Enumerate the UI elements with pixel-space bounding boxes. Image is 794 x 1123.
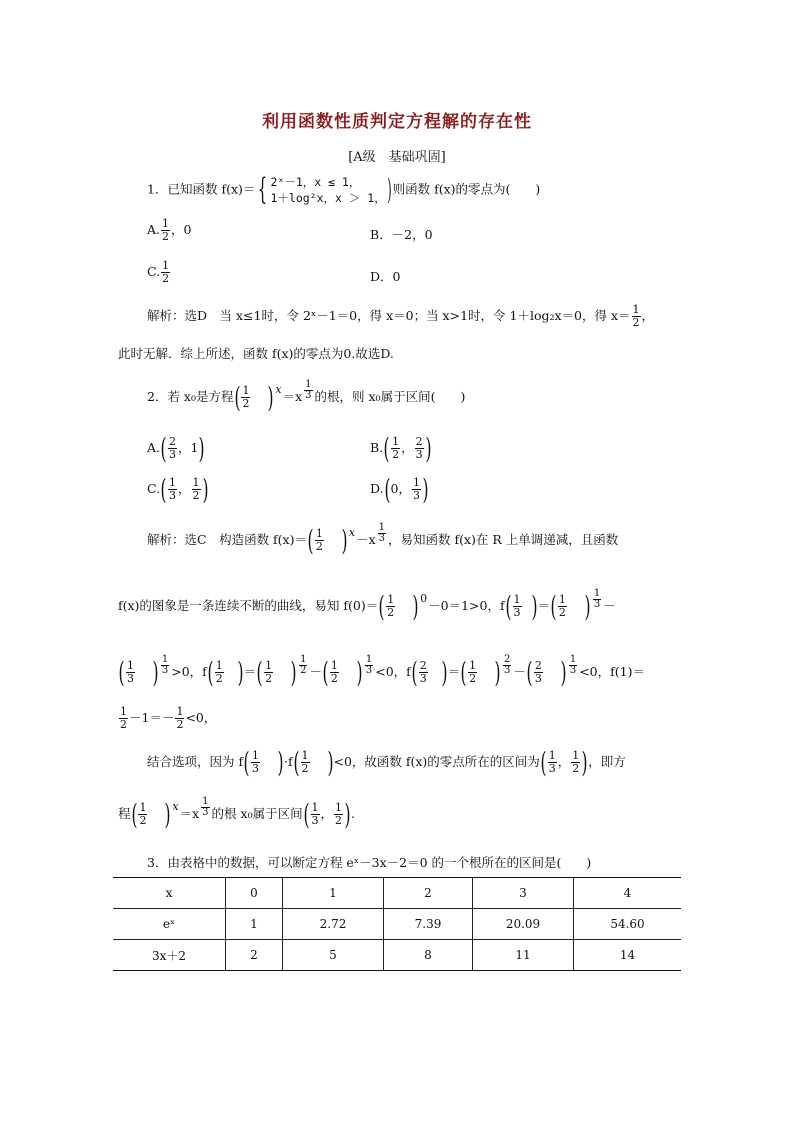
table-cell: 8 [384, 940, 473, 971]
table-cell: 5 [283, 940, 384, 971]
q2-option-c: C.( $\frac{1}{3}$ ， $\frac{1}{2}$ ) [147, 472, 209, 506]
q2-option-b: B.( $\frac{1}{2}$ ， $\frac{2}{3}$ ) [370, 431, 432, 465]
table-row [113, 878, 681, 909]
q2-solution-line-4: $\frac{1}{2}$ －1＝－ $\frac{1}{2}$ <0， [120, 705, 217, 731]
table-cell: 11 [473, 940, 574, 971]
table-cell: 2 [384, 878, 473, 909]
table-cell: 4 [574, 878, 682, 909]
q2-solution-line-2: f(x)的图象是一条连续不断的曲线，易知 f(0)＝( $\frac{1}{2}$ )0－0＝1>0，f( $\frac{1}{3}$ )＝( $\frac{1}{2}$ ) $\frac{1}{3}$ － [118, 587, 616, 623]
table-cell: 2 [226, 940, 283, 971]
table-row [113, 909, 681, 940]
q1-option-c: C. $\frac{1}{2}$ [147, 259, 170, 285]
q3-stem: 3．由表格中的数据，可以断定方程 eˣ－3x－2＝0 的一个根所在的区间是( ) [147, 855, 592, 870]
q1-option-b: B．－2，0 [370, 227, 433, 242]
table-cell: x [113, 878, 226, 909]
q2-option-d: D.(0， $\frac{1}{3}$ ) [370, 472, 429, 506]
q2-option-a: A.( $\frac{2}{3}$ ，1) [147, 431, 205, 465]
q2-solution-line-3: ( $\frac{1}{3}$ ) $\frac{1}{3}$ >0，f( $\frac{1}{2}$ )＝( $\frac{1}{2}$ ) $\frac{1}{2}$ －( $\frac{1}{2}$ ) $\frac{1}{3}$ <0，f( $\frac{2}{3}$ )＝( $\frac{1}{2}$ ) $\frac{2}{3}$ －( $\frac{2}{3}$ ) $\frac{1}{3}$ <0，f(1)＝ [118, 653, 645, 689]
q1-stem: 1．已知函数 f(x)＝{ 2ˣ－1，x ≤ 1， 1＋log²x，x ＞ 1， )则函数 f(x)的零点为( ) [147, 172, 541, 207]
table-cell: 0 [226, 878, 283, 909]
table-cell: 14 [574, 940, 682, 971]
table-cell: 1 [226, 909, 283, 940]
page-title: 利用函数性质判定方程解的存在性 [262, 112, 532, 132]
q1-option-d: D．0 [370, 269, 401, 284]
table-cell: 20.09 [473, 909, 574, 940]
q2-stem: 2．若 x₀是方程( $\frac{1}{2}$ )x＝x $\frac{1}{3}$ 的根，则 x₀属于区间( ) [147, 378, 466, 414]
table-cell: 3 [473, 878, 574, 909]
q2-solution-line-6: 程( $\frac{1}{2}$ )x＝x $\frac{1}{3}$ 的根 x₀属于区间( $\frac{1}{3}$ ， $\frac{1}{2}$ ). [118, 795, 355, 831]
level-heading: [A级 基础巩固] [348, 150, 446, 165]
table-row [113, 940, 681, 971]
table-cell: 7.39 [384, 909, 473, 940]
q2-solution-line-1: 解析：选C 构造函数 f(x)＝( $\frac{1}{2}$ )x－x $\frac{1}{3}$ ，易知函数 f(x)在 R 上单调递减，且函数 [147, 521, 619, 557]
q1-option-a: A. $\frac{1}{2}$ ，0 [147, 217, 192, 243]
table-cell: eˣ [113, 909, 226, 940]
table-cell: 3x＋2 [113, 940, 226, 971]
q1-case-1: 2ˣ－1，x ≤ 1， [270, 175, 361, 189]
table-cell: 2.72 [283, 909, 384, 940]
table-cell: 54.60 [574, 909, 682, 940]
q1-solution-line-1: 解析：选D 当 x≤1时，令 2ˣ－1＝0，得 x＝0；当 x>1时，令 1＋log₂x＝0，得 x＝ $\frac{1}{2}$ ， [147, 303, 655, 329]
data-table [113, 877, 681, 971]
table-cell: 1 [283, 878, 384, 909]
q2-solution-line-5: 结合选项，因为 f( $\frac{1}{3}$ )·f( $\frac{1}{2}$ )<0，故函数 f(x)的零点所在的区间为( $\frac{1}{3}$ ， $\frac{1}{2}$ )，即方 [147, 745, 626, 779]
q1-case-2: 1＋log²x，x ＞ 1， [270, 191, 386, 205]
q1-solution-line-2: 此时无解．综上所述，函数 f(x)的零点为0.故选D. [118, 346, 394, 361]
